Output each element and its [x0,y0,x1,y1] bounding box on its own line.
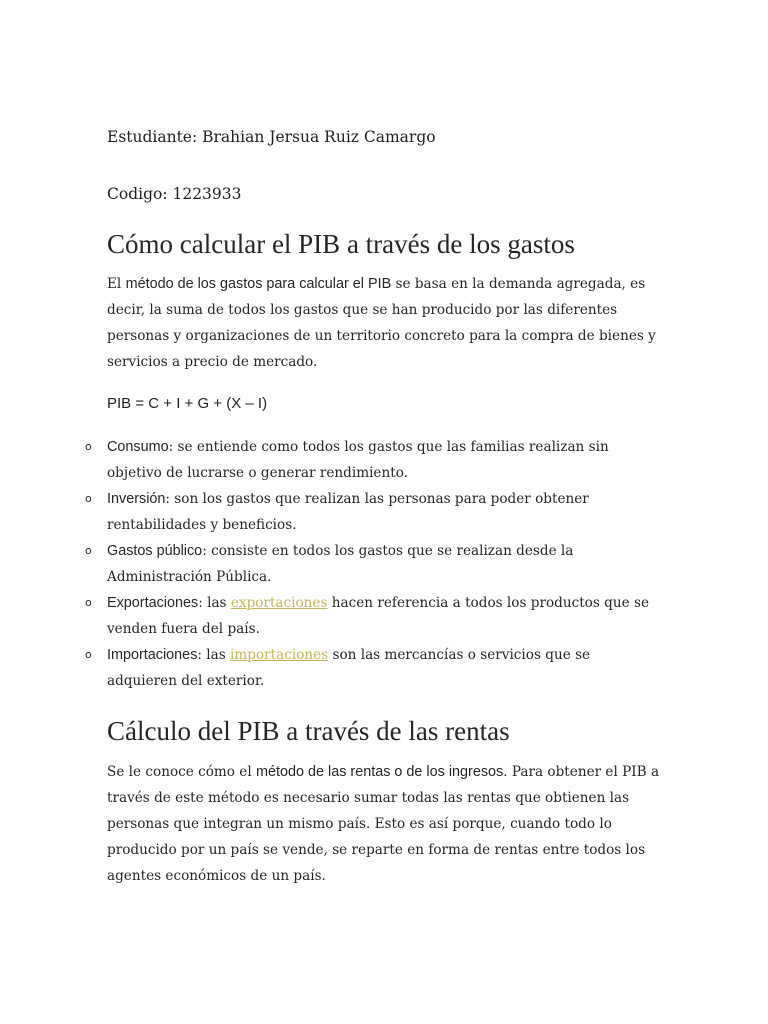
term-exportaciones: Exportaciones [107,595,199,611]
desc-exportaciones-post: hacen referencia a todos los productos que se venden fuera del país. [107,595,649,637]
student-name: Estudiante: Brahian Jersua Ruiz Camargo [107,128,436,146]
bullet-circle-icon: o [85,596,92,609]
section-gastos-intro [107,271,662,375]
term-inversion: Inversión [107,491,166,507]
rentas-intro-lead: Se le conoce cómo el [107,764,252,780]
intro-lead: El [107,276,122,292]
desc-importaciones-post: son las mercancías o servicios que se adquieren del exterior. [107,647,591,689]
gastos-components-list [85,434,662,694]
bullet-circle-icon: o [85,544,92,557]
section-title-gastos: Cómo calcular el PIB a través de los gastos [107,229,575,259]
desc-consumo: : se entiende como todos los gastos que las familias realizan sin objetivo de lucrarse o generar rendimiento. [107,439,609,481]
importaciones-link[interactable]: importaciones [230,647,329,663]
intro-rest: se basa en la demanda agregada, es decir, la suma de todos los gastos que se han producido por las diferentes personas y organizaciones de un territorio concreto para la compra de bienes y servicios a precio de mercado. [107,276,656,370]
desc-gastos-publico: : consiste en todos los gastos que se realizan desde la Administración Pública. [107,543,574,585]
bullet-circle-icon: o [85,648,92,661]
pib-formula: PIB = C + I + G + (X – I) [107,395,268,412]
student-code: Codigo: 1223933 [107,185,242,203]
bullet-circle-icon: o [85,440,92,453]
term-consumo: Consumo [107,439,169,455]
desc-inversion: : son los gastos que realizan las personas para poder obtener rentabilidades y beneficios. [107,491,589,533]
list-item-importaciones [85,642,662,694]
list-item-exportaciones [85,590,662,642]
section-rentas-intro [107,759,662,889]
intro-bold-term: método de los gastos para calcular el PIB [125,276,392,292]
term-importaciones: Importaciones [107,647,198,663]
list-item-gastos-publico [85,538,662,590]
section-title-rentas: Cálculo del PIB a través de las rentas [107,716,510,746]
term-gastos-publico: Gastos público [107,543,203,559]
rentas-bold-term: método de las rentas o de los ingresos [256,764,504,780]
desc-exportaciones-pre: : las [198,595,231,611]
list-item-consumo [85,434,662,486]
list-item-inversion [85,486,662,538]
bullet-circle-icon: o [85,492,92,505]
exportaciones-link[interactable]: exportaciones [230,595,328,611]
desc-importaciones-pre: : las [197,647,231,663]
rentas-intro-rest: . Para obtener el PIB a través de este método es necesario sumar todas las rentas que obtienen las personas que integran un mismo país. Esto es así porque, cuando todo lo producido por un país se vende, se reparte en forma de rentas entre todos los agentes económicos de un país. [107,764,660,884]
